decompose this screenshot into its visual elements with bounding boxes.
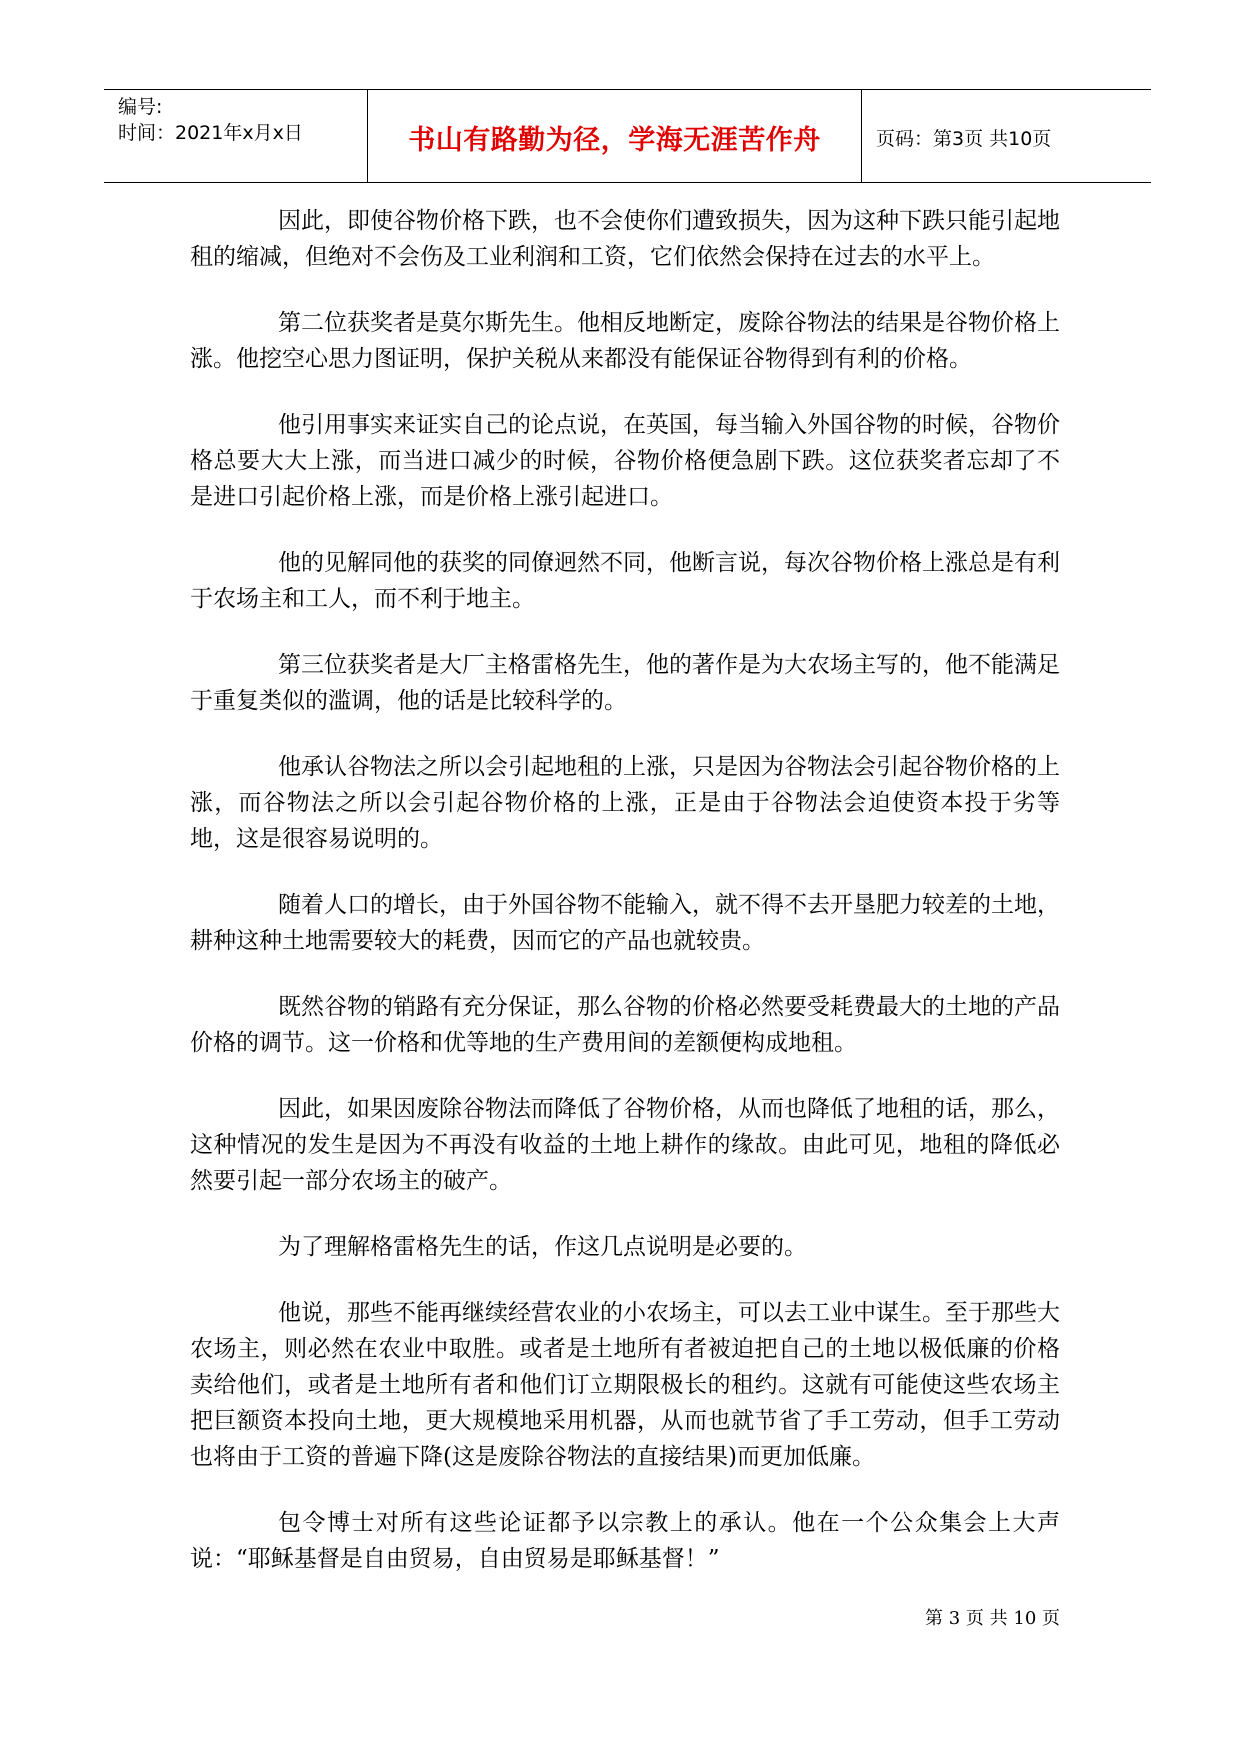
paragraph: 他说，那些不能再继续经营农业的小农场主，可以去工业中谋生。至于那些大农场主，则必然在农业中取胜。或者是土地所有者被迫把自己的土地以极低廉的价格卖给他们，或者是土地所有者和他们订立期限极长的租约。这就有可能使这些农场主把巨额资本投向土地，更大规模地采用机器，从而也就节省了手工劳动，但手工劳动也将由于工资的普遍下降(这是废除谷物法的直接结果)而更加低廉。	[190, 1300, 1060, 1470]
document-body	[190, 203, 1060, 1607]
paragraph: 他引用事实来证实自己的论点说，在英国，每当输入外国谷物的时候，谷物价格总要大大上涨，而当进口减少的时候，谷物价格便急剧下跌。这位获奖者忘却了不是进口引起价格上涨，而是价格上涨引起进口。	[190, 412, 1060, 510]
paragraph: 他承认谷物法之所以会引起地租的上涨，只是因为谷物法会引起谷物价格的上涨，而谷物法之所以会引起谷物价格的上涨，正是由于谷物法会迫使资本投于劣等地，这是很容易说明的。	[190, 754, 1060, 852]
header-meta-cell	[104, 90, 368, 182]
paragraph: 因此，即使谷物价格下跌，也不会使你们遭致损失，因为这种下跌只能引起地租的缩减，但绝对不会伤及工业利润和工资，它们依然会保持在过去的水平上。	[190, 208, 1060, 270]
paragraph: 包令博士对所有这些论证都予以宗教上的承认。他在一个公众集会上大声说：“耶稣基督是自由贸易，自由贸易是耶稣基督！”	[190, 1510, 1060, 1572]
paragraph: 为了理解格雷格先生的话，作这几点说明是必要的。	[278, 1234, 807, 1260]
motto-text: 书山有路勤为径，学海无涯苦作舟	[408, 125, 821, 156]
time-label: 时间：2021年x月x日	[118, 122, 303, 144]
header-page-cell	[862, 90, 1151, 182]
serial-label: 编号:	[118, 96, 163, 118]
paragraph: 因此，如果因废除谷物法而降低了谷物价格，从而也降低了地租的话，那么，这种情况的发生是因为不再没有收益的土地上耕作的缘故。由此可见，地租的降低必然要引起一部分农场主的破产。	[190, 1096, 1060, 1194]
page-footer-number: 第 3 页 共 10 页	[925, 1608, 1060, 1629]
paragraph: 第三位获奖者是大厂主格雷格先生，他的著作是为大农场主写的，他不能满足于重复类似的滥调，他的话是比较科学的。	[190, 652, 1060, 714]
page-code: 页码：第3页 共10页	[876, 128, 1052, 150]
paragraph: 随着人口的增长，由于外国谷物不能输入，就不得不去开垦肥力较差的土地，耕种这种土地需要较大的耗费，因而它的产品也就较贵。	[190, 892, 1060, 954]
paragraph: 第二位获奖者是莫尔斯先生。他相反地断定，废除谷物法的结果是谷物价格上涨。他挖空心思力图证明，保护关税从来都没有能保证谷物得到有利的价格。	[190, 310, 1060, 372]
paragraph: 他的见解同他的获奖的同僚迥然不同，他断言说，每次谷物价格上涨总是有利于农场主和工人，而不利于地主。	[190, 550, 1060, 612]
page-header	[104, 89, 1151, 183]
header-motto-cell	[368, 90, 862, 182]
paragraph: 既然谷物的销路有充分保证，那么谷物的价格必然要受耗费最大的土地的产品价格的调节。这一价格和优等地的生产费用间的差额便构成地租。	[190, 994, 1060, 1056]
